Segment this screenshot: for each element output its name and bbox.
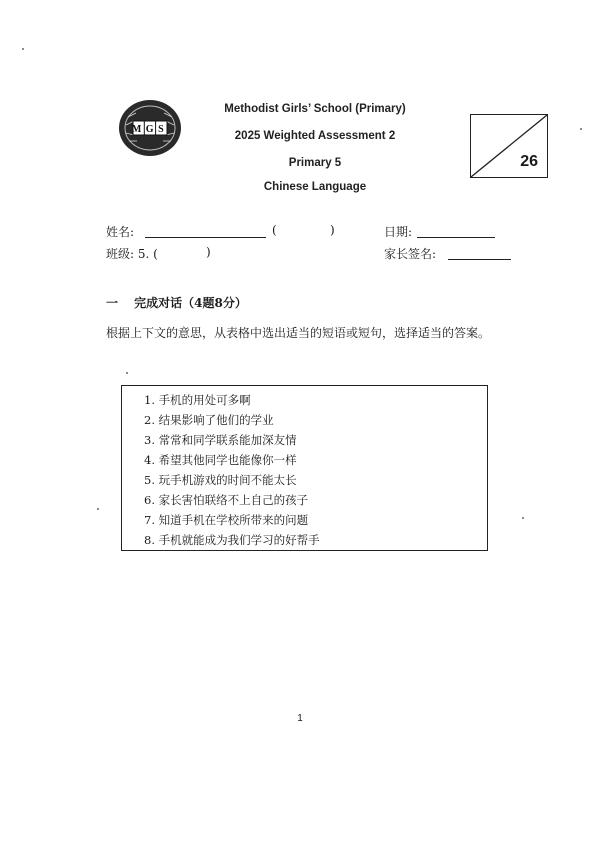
section-title: 一 完成对话（4题8分） <box>106 296 247 310</box>
section-instruction: 根据上下文的意思，从表格中选出适当的短语或短句，选择适当的答案。 <box>106 326 491 340</box>
school-name: Methodist Girls’ School (Primary) <box>224 103 406 115</box>
option-item: 7. 知道手机在学校所带来的问题 <box>144 513 309 527</box>
svg-text:MGS: MGS <box>131 124 169 135</box>
page-number: 1 <box>297 713 303 724</box>
option-item: 8. 手机就能成为我们学习的好帮手 <box>144 533 320 547</box>
option-item: 5. 玩手机游戏的时间不能太长 <box>144 473 297 487</box>
subject-label: Chinese Language <box>263 181 367 193</box>
option-item: 3. 常常和同学联系能加深友情 <box>144 433 297 447</box>
school-logo <box>116 97 184 159</box>
mgs-crest-icon <box>116 97 184 159</box>
date-field[interactable] <box>417 237 495 238</box>
parent-sign-label: 家长签名: <box>384 247 437 261</box>
option-item: 6. 家长害怕联络不上自己的孩子 <box>144 493 309 507</box>
option-item: 4. 希望其他同学也能像你一样 <box>144 453 297 467</box>
option-item: 2. 结果影响了他们的学业 <box>144 413 274 427</box>
index-paren-open: ( <box>272 223 277 237</box>
date-label: 日期: <box>384 225 413 239</box>
index-paren-close: ) <box>330 223 335 237</box>
score-value: 26 <box>520 153 538 170</box>
score-box <box>470 114 548 178</box>
name-field[interactable] <box>145 237 266 238</box>
option-item: 1. 手机的用处可多啊 <box>144 393 251 407</box>
scan-speck <box>126 372 128 374</box>
level-label: Primary 5 <box>288 157 342 169</box>
class-paren-close: ) <box>206 245 211 259</box>
parent-sign-field[interactable] <box>448 259 511 260</box>
name-label: 姓名: <box>106 225 135 239</box>
scan-speck <box>580 128 582 130</box>
class-label: 班级: 5. ( <box>106 247 158 261</box>
scan-speck <box>97 508 99 510</box>
assessment-title: 2025 Weighted Assessment 2 <box>234 130 396 142</box>
scan-speck <box>522 517 524 519</box>
scan-speck <box>22 48 24 50</box>
options-box <box>121 385 488 551</box>
